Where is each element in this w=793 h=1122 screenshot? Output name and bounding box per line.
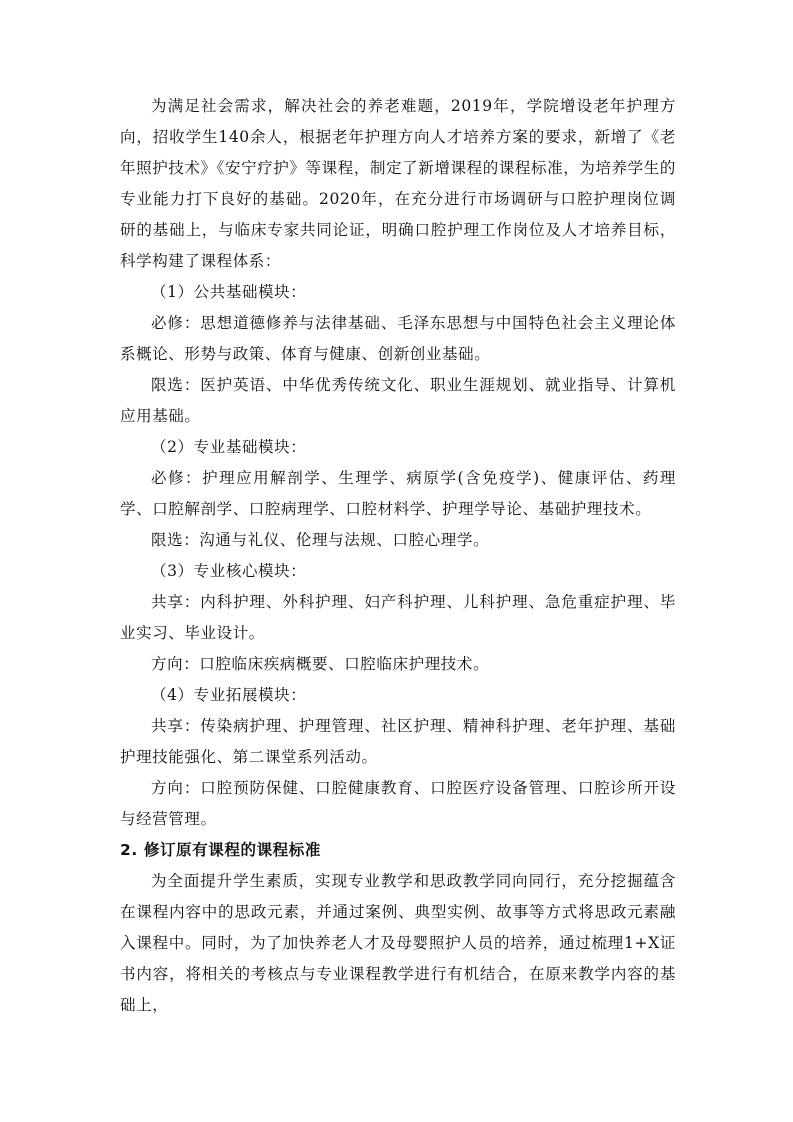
section-heading: 2. 修订原有课程的课程标准: [120, 841, 321, 859]
intro-paragraph: 为满足社会需求，解决社会的养老难题，2019年，学院增设老年护理方向，招收学生140余人，根据老年护理方向人才培养方案的要求，新增了《老年照护技术》《安宁疗护》等课程，制定了新增课程的课程标准，为培养学生的专业能力打下良好的基础。2020年，在充分进行市场调研与口腔护理岗位调研的基础上，与临床专家共同论证，明确口腔护理工作岗位及人才培养目标，科学构建了课程体系：: [120, 97, 676, 270]
module-heading-professional-core: （3）专业核心模块：: [151, 562, 307, 580]
public-basic-elective: 限选：医护英语、中华优秀传统文化、职业生涯规划、就业指导、计算机应用基础。: [120, 376, 676, 425]
professional-extension-shared: 共享：传染病护理、护理管理、社区护理、精神科护理、老年护理、基础护理技能强化、第二课堂系列活动。: [120, 717, 676, 766]
professional-core-shared: 共享：内科护理、外科护理、妇产科护理、儿科护理、急危重症护理、毕业实习、毕业设计。: [120, 593, 676, 642]
professional-basic-elective: 限选：沟通与礼仪、伦理与法规、口腔心理学。: [151, 531, 490, 549]
professional-basic-required: 必修：护理应用解剖学、生理学、病原学(含免疫学)、健康评估、药理学、口腔解剖学、口腔病理学、口腔材料学、护理学导论、基础护理技术。: [120, 469, 676, 518]
document-body: [120, 91, 676, 1021]
module-heading-professional-extension: （4）专业拓展模块：: [151, 686, 307, 704]
closing-paragraph: 为全面提升学生素质，实现专业教学和思政教学同向同行，充分挖掘蕴含在课程内容中的思政元素，并通过案例、典型实例、故事等方式将思政元素融入课程中。同时，为了加快养老人才及母婴照护人员的培养，通过梳理1+X证书内容，将相关的考核点与专业课程教学进行有机结合，在原来教学内容的基础上，: [120, 872, 676, 1014]
professional-extension-direction: 方向：口腔预防保健、口腔健康教育、口腔医疗设备管理、口腔诊所开设与经营管理。: [120, 779, 676, 828]
professional-core-direction: 方向：口腔临床疾病概要、口腔临床护理技术。: [151, 655, 490, 673]
module-heading-public-basic: （1）公共基础模块：: [151, 283, 307, 301]
module-heading-professional-basic: （2）专业基础模块：: [151, 438, 307, 456]
public-basic-required: 必修：思想道德修养与法律基础、毛泽东思想与中国特色社会主义理论体系概论、形势与政策、体育与健康、创新创业基础。: [120, 314, 676, 363]
